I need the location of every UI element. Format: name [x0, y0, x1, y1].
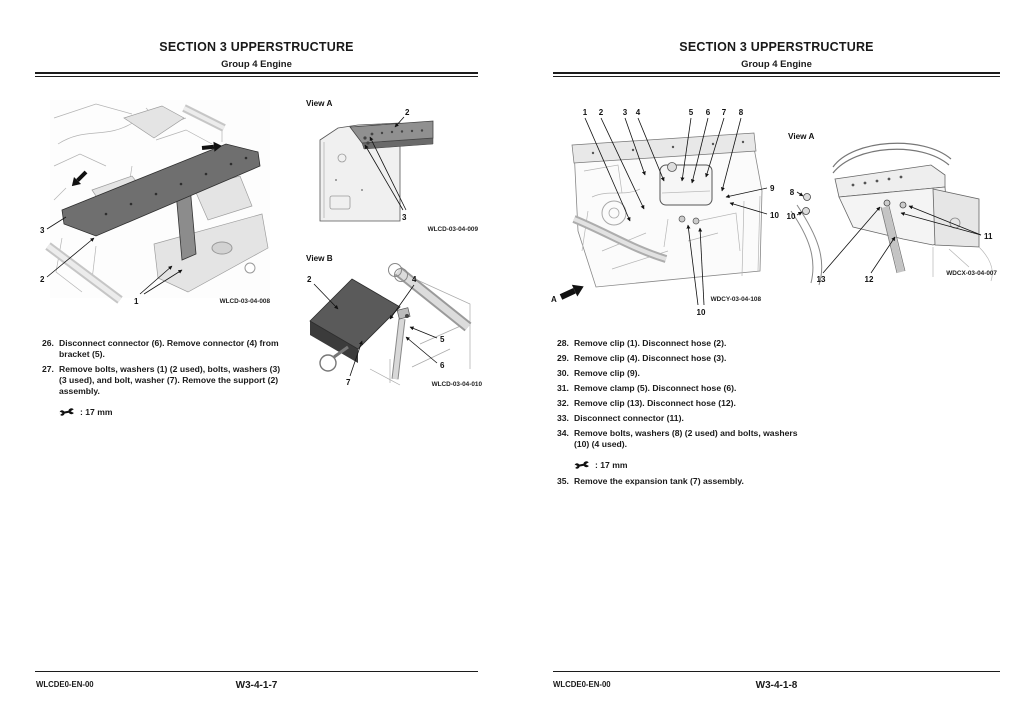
expansion-tank-illustration	[548, 101, 785, 317]
clamp-bolt-b	[900, 202, 906, 208]
step-32	[557, 398, 812, 409]
doc-number: WLCDE0-EN-00	[36, 680, 94, 689]
page-subtitle: Group 4 Engine	[221, 59, 292, 70]
step-text: Remove bolts, washers (8) (2 used) and bolts, washers (10) (4 used).	[574, 428, 798, 449]
wrench-icon	[59, 408, 75, 416]
step-text: Remove clip (13). Disconnect hose (12).	[574, 398, 736, 408]
callout-1: 1	[134, 297, 139, 306]
callout-8: 8	[738, 108, 744, 117]
callout-9: 9	[770, 184, 775, 193]
callout-11: 11	[984, 232, 993, 241]
tank-bolt-b	[693, 218, 699, 224]
callout-2: 2	[40, 275, 45, 284]
figure-id: WLCD-03-04-009	[427, 226, 478, 233]
leader-5	[410, 327, 437, 338]
callout-3: 3	[40, 226, 45, 235]
step-text: Remove the expansion tank (7) assembly.	[574, 476, 744, 486]
step-28	[557, 338, 812, 349]
leader-6	[406, 337, 437, 363]
header-rule	[553, 72, 1000, 77]
expansion-tank	[660, 165, 712, 205]
view-b-illustration	[300, 249, 486, 391]
doc-number: WLCDE0-EN-00	[553, 680, 611, 689]
leader-12	[871, 237, 895, 273]
step-text: Remove clip (9).	[574, 368, 640, 378]
figure-view-a-left	[300, 94, 482, 236]
view-label: View B	[306, 254, 333, 263]
leader-8	[797, 192, 803, 196]
callout-10-bottom: 10	[696, 308, 706, 317]
view-label: View A	[306, 99, 333, 108]
panel-dot	[335, 179, 337, 181]
procedure-steps-left	[42, 338, 287, 419]
torque-value: : 17 mm	[595, 460, 628, 470]
footer-rule	[553, 671, 1000, 672]
step-35	[557, 476, 812, 487]
step-text: Remove clip (1). Disconnect hose (2).	[574, 338, 727, 348]
callout-3: 3	[402, 213, 407, 222]
figure-id: WLCD-03-04-008	[219, 298, 270, 305]
callout-1: 1	[582, 108, 588, 117]
step-number: 35.	[557, 476, 569, 486]
callout-6: 6	[440, 361, 445, 370]
callout-2: 2	[307, 275, 312, 284]
step-number: 31.	[557, 383, 569, 393]
bolt-8	[804, 194, 811, 201]
view-label: View A	[788, 132, 815, 141]
engine-support-illustration	[36, 96, 272, 310]
view-a-illustration	[300, 94, 482, 236]
page-title: SECTION 3 UPPERSTRUCTURE	[679, 40, 874, 54]
callout-13: 13	[816, 275, 826, 284]
step-number: 28.	[557, 338, 569, 348]
step-30	[557, 368, 812, 379]
figure-view-a-right	[783, 127, 1007, 289]
step-text: Disconnect connector (6). Remove connector (4) from bracket (5).	[59, 338, 279, 359]
callout-2: 2	[598, 108, 604, 117]
step-number: 27.	[42, 364, 54, 374]
callout-5: 5	[688, 108, 694, 117]
page-number: W3-4-1-8	[755, 680, 798, 691]
step-26	[42, 338, 287, 360]
torque-value: : 17 mm	[80, 407, 113, 417]
large-pipe-highlight	[398, 271, 468, 327]
figure-view-b-left	[300, 249, 486, 391]
plate-bolt-hole	[245, 263, 255, 273]
callout-12: 12	[864, 275, 874, 284]
callout-4: 4	[412, 275, 417, 284]
callout-2: 2	[405, 108, 410, 117]
step-27	[42, 364, 287, 397]
step-number: 29.	[557, 353, 569, 363]
figure-id: WLCD-03-04-010	[431, 381, 482, 388]
clamp-bolt	[405, 314, 409, 318]
step-33	[557, 413, 812, 424]
figure-support-removal	[36, 96, 272, 310]
step-31	[557, 383, 812, 394]
step-text: Remove clamp (5). Disconnect hose (6).	[574, 383, 737, 393]
callout-8: 8	[789, 188, 795, 197]
step-number: 33.	[557, 413, 569, 423]
tank-bolt-a	[679, 216, 685, 222]
page-title: SECTION 3 UPPERSTRUCTURE	[159, 40, 354, 54]
figure-id: WDCY-03-04-108	[710, 296, 761, 303]
step-text: Remove bolts, washers (1) (2 used), bolts, washers (3) (3 used), and bolt, washer (7). Remove the support (2) assembly.	[59, 364, 281, 396]
page-subtitle: Group 4 Engine	[741, 59, 812, 70]
callout-6: 6	[705, 108, 711, 117]
step-29	[557, 353, 812, 364]
bolt-10	[803, 208, 810, 215]
leader-10	[797, 212, 802, 215]
callout-7: 7	[346, 378, 351, 387]
view-a-right-illustration	[783, 127, 1007, 289]
figure-expansion-tank	[548, 101, 785, 317]
wrench-icon	[574, 461, 590, 469]
footer-rule	[35, 671, 478, 672]
step-number: 34.	[557, 428, 569, 438]
callout-3: 3	[622, 108, 628, 117]
callout-5: 5	[440, 335, 445, 344]
torque-spec	[574, 460, 812, 470]
torque-spec	[59, 407, 287, 417]
step-number: 32.	[557, 398, 569, 408]
step-number: 26.	[42, 338, 54, 348]
figure-id: WDCX-03-04-007	[946, 270, 997, 277]
callout-7: 7	[721, 108, 727, 117]
callout-4: 4	[635, 108, 641, 117]
panel-dot2	[361, 189, 363, 191]
procedure-steps-right	[557, 338, 812, 487]
page-number: W3-4-1-7	[235, 680, 278, 691]
hook-ring	[320, 355, 336, 371]
down-pipe	[395, 319, 402, 379]
callout-view-a: A	[551, 295, 557, 304]
view-direction-arrow	[558, 281, 586, 303]
step-text: Disconnect connector (11).	[574, 413, 684, 423]
step-34	[557, 428, 812, 450]
header-rule	[35, 72, 478, 77]
callout-10-side: 10	[770, 211, 779, 220]
step-number: 30.	[557, 368, 569, 378]
callout-10: 10	[786, 212, 796, 221]
tank-cap	[668, 163, 677, 172]
step-text: Remove clip (4). Disconnect hose (3).	[574, 353, 727, 363]
clamp-bolt-a	[884, 200, 890, 206]
plate-hole	[212, 242, 232, 254]
fender-arc-b	[791, 211, 813, 283]
